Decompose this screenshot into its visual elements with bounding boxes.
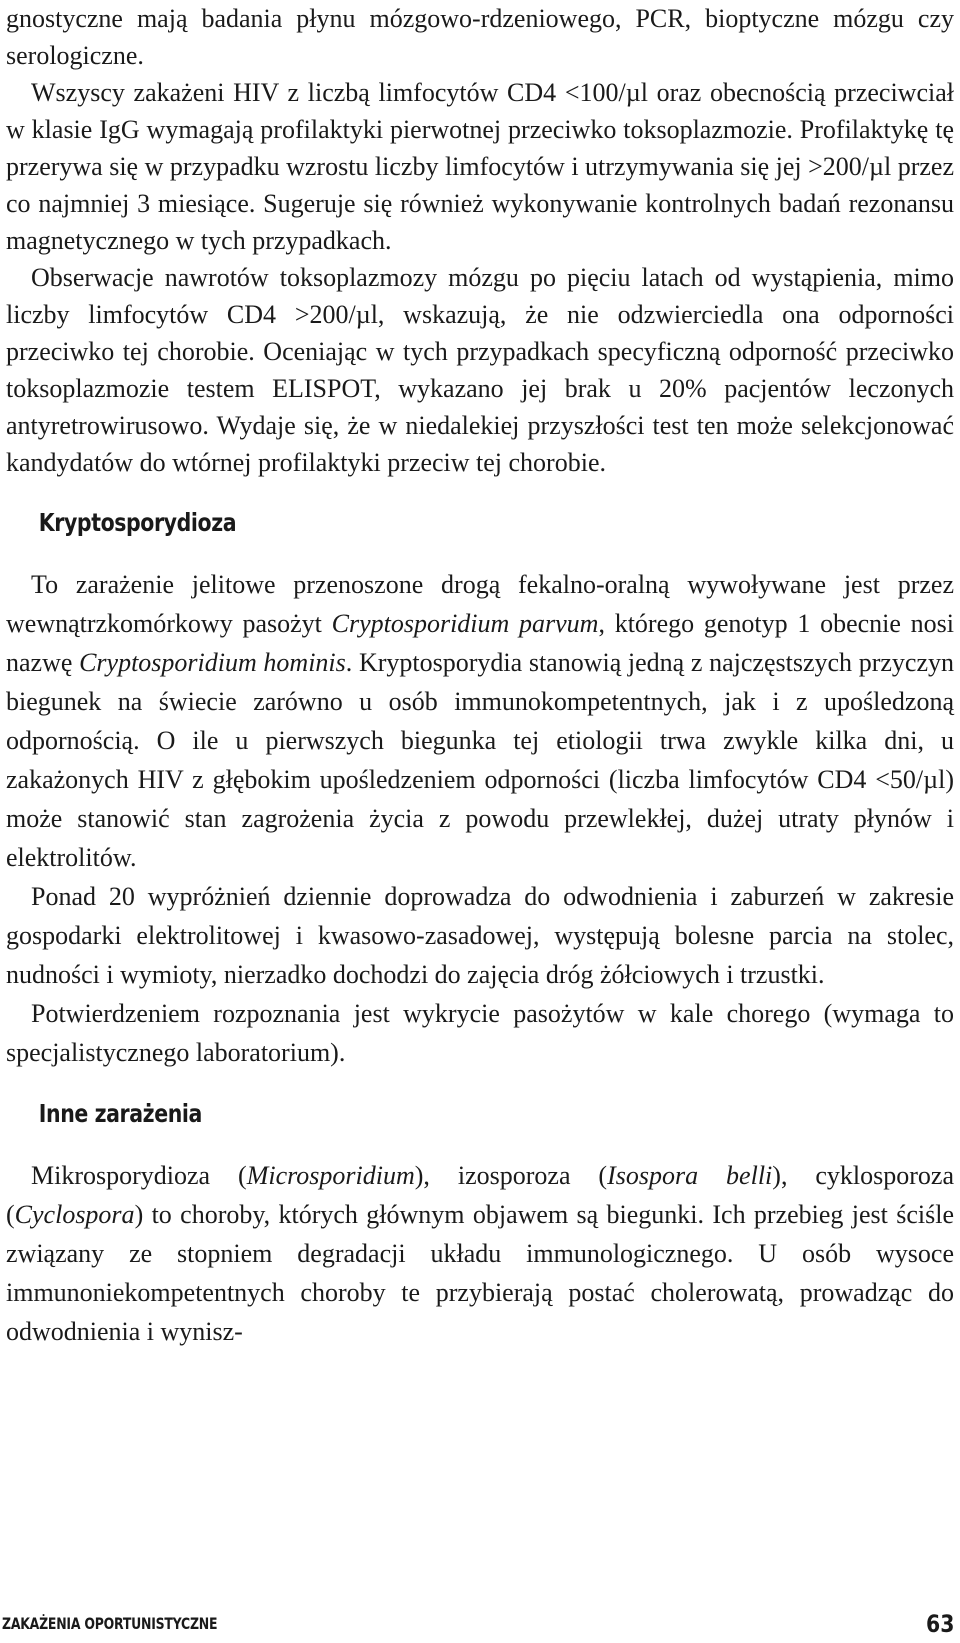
paragraph-intro-continuation: gnostyczne mają badania płynu mózgowo-rdzeniowego, PCR, bioptyczne mózgu czy serologiczne. xyxy=(6,4,954,70)
section-other-infections xyxy=(6,1156,954,1351)
paragraph-cryptosporidiosis-diagnosis: Potwierdzeniem rozpoznania jest wykrycie pasożytów w kale chorego (wymaga to specjalistycznego laboratorium). xyxy=(6,999,954,1067)
page-body xyxy=(6,0,954,1351)
species-name: Cryptosporidium hominis xyxy=(79,648,346,677)
page-number: 63 xyxy=(925,1610,954,1638)
species-name: Microsporidium xyxy=(246,1161,415,1190)
species-name: Isospora belli xyxy=(607,1161,773,1190)
paragraph-prophylaxis: Wszyscy zakażeni HIV z liczbą limfocytów CD4 <100/µl oraz obecnością przeciwciał w klasie IgG wymagają profilaktyki pierwotnej przeciwko toksoplazmozie. Profilaktykę tę przerywa się w przypadku wzrostu liczby limfocytów i utrzymywania się jej >200/µl przez co najmniej 3 miesiące. Sugeruje się również wykonywanie kontrolnych badań rezonansu magnetycznego w tych przypadkach. xyxy=(6,78,955,255)
paragraph-cryptosporidiosis-intro: To zarażenie jelitowe przenoszone drogą fekalno-oralną wywoływane jest przez wewnątrzkomórkowy pasożyt Cryptosporidium parvum, którego genotyp 1 obecnie nosi nazwę Cryptosporidium hominis. Kryptosporydia stanowią jedną z najczęstszych przyczyn biegunek na świecie zarówno u osób immunokompetentnych, jak i z upośledzoną odpornością. O ile u pierwszych biegunka tej etiologii trwa zwykle kilka dni, u zakażonych HIV z głębokim upośledzeniem odporności (liczba limfocytów CD4 <50/µl) może stanowić stan zagrożenia życia z powodu przewlekłej, dużej utraty płynów i elektrolitów. xyxy=(6,570,955,872)
paragraph-cryptosporidiosis-symptoms: Ponad 20 wypróżnień dziennie doprowadza do odwodnienia i zaburzeń w zakresie gospodarki elektrolitowej i kwasowo-zasadowej, występują bolesne parcia na stolec, nudności i wymioty, nierzadko dochodzi do zajęcia dróg żółciowych i trzustki. xyxy=(6,882,954,989)
section-heading-cryptosporidiosis: Kryptosporydioza xyxy=(38,508,237,537)
paragraph-relapse-observations: Obserwacje nawrotów toksoplazmozy mózgu po pięciu latach od wystąpienia, mimo liczby limfocytów CD4 >200/µl, wskazują, że nie odzwierciedla ona odporności przeciwko tej chorobie. Oceniając w tych przypadkach specyficzną odporność przeciwko toksoplazmozie testem ELISPOT, wykazano jej brak u 20% pacjentów leczonych antyretrowirusowo. Wydaje się, że w niedalekiej przyszłości test ten może selekcjonować kandydatów do wtórnej profilaktyki przeciw tej chorobie. xyxy=(6,263,954,477)
species-name: Cryptosporidium parvum xyxy=(331,609,599,638)
species-name: Cyclospora xyxy=(14,1200,135,1229)
running-title: ZAKAŻENIA OPORTUNISTYCZNE xyxy=(2,1614,218,1633)
section-heading-other-infections: Inne zarażenia xyxy=(38,1099,202,1128)
paragraph-other-infections: Mikrosporydioza (Microsporidium), izosporoza (Isospora belli), cyklosporoza (Cyclospora) to choroby, których głównym objawem są biegunki. Ich przebieg jest ściśle związany ze stopniem degradacji układu immunologicznego. U osób wysoce immunoniekompetentnych choroby te przybierają postać cholerowatą, prowadząc do odwodnienia i wynisz- xyxy=(6,1161,955,1346)
page-footer xyxy=(0,1608,960,1643)
section-cryptosporidiosis xyxy=(6,565,954,1072)
